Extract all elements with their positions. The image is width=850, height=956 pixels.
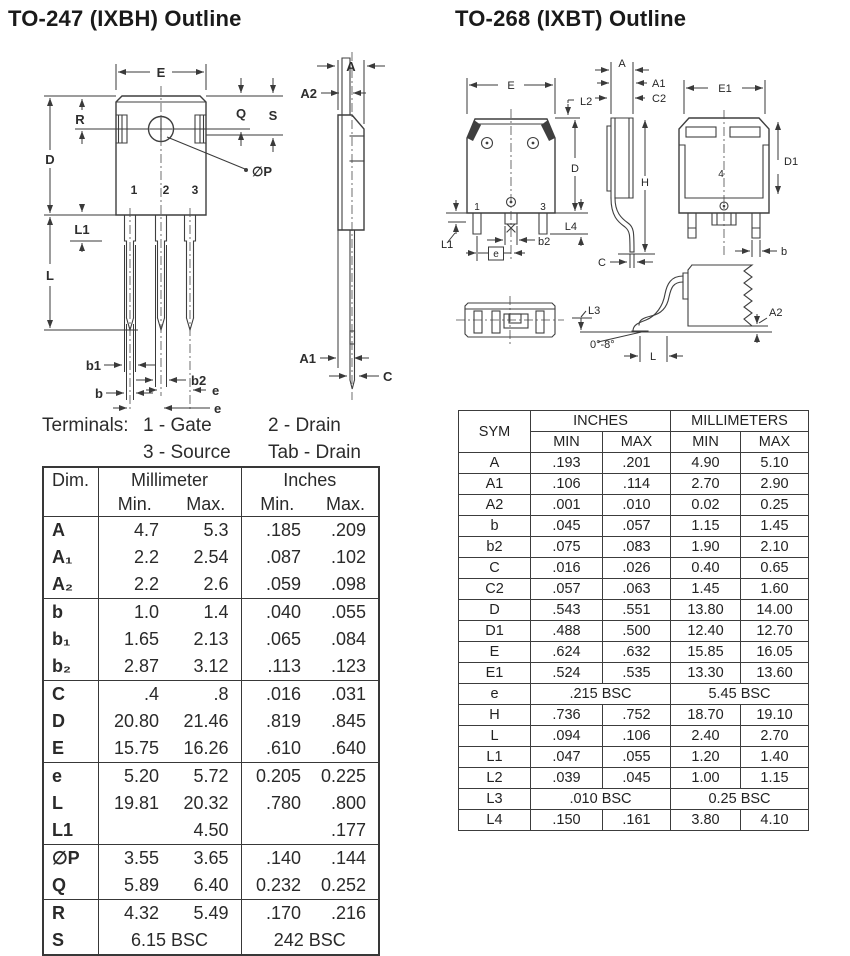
table-cell: 18.70 xyxy=(671,705,741,726)
table-cell: 5.3 xyxy=(203,520,229,540)
table-cell: L1 xyxy=(459,747,531,768)
col-header-in-max: MAX xyxy=(603,432,671,453)
table-cell: .016 xyxy=(241,681,313,709)
table-cell: R xyxy=(43,900,98,928)
dim-row xyxy=(43,517,379,545)
sym-row xyxy=(459,558,809,579)
sym-row xyxy=(459,537,809,558)
table-cell: E xyxy=(43,735,98,763)
to268-bottom-view xyxy=(456,296,564,344)
table-cell: A1 xyxy=(459,474,531,495)
table-cell: .045 xyxy=(531,516,603,537)
table-cell: .201 xyxy=(603,453,671,474)
dim-label-e1: e xyxy=(212,383,220,398)
table-cell: 1.0 xyxy=(133,602,159,622)
col-header-mm-max: Max. xyxy=(186,493,226,514)
sym-row xyxy=(459,474,809,495)
table-cell: A xyxy=(459,453,531,474)
table-cell: 3.65 xyxy=(193,848,229,868)
dim-label-C: C xyxy=(383,369,393,384)
table-cell: 0.232 xyxy=(241,872,313,900)
dim-row xyxy=(43,626,379,653)
dim-row xyxy=(43,900,379,928)
col-header-in-min: Min. xyxy=(241,492,313,517)
sym-row xyxy=(459,747,809,768)
table-cell: 5.72 xyxy=(193,766,229,786)
table-cell: .047 xyxy=(531,747,603,768)
table-cell: 1.65 xyxy=(123,629,159,649)
table-cell: 0.25 xyxy=(741,495,809,516)
dim-label-e2: e xyxy=(214,401,222,416)
dim-row xyxy=(43,571,379,599)
col-header-sym: SYM xyxy=(459,411,531,453)
table-cell: .087 xyxy=(241,544,313,571)
table-cell: L2 xyxy=(459,768,531,789)
dim-label-L: L xyxy=(46,268,54,283)
table-cell: .640 xyxy=(313,735,379,763)
sym-row xyxy=(459,495,809,516)
sym-row xyxy=(459,621,809,642)
table-cell: A2 xyxy=(459,495,531,516)
pin-1-label: 1 xyxy=(474,202,480,213)
table-cell: H xyxy=(459,705,531,726)
dim-label-C2: C2 xyxy=(652,93,667,105)
sym-row xyxy=(459,579,809,600)
table-cell: 1.4 xyxy=(203,602,229,622)
table-cell: .106 xyxy=(531,474,603,495)
table-cell: 13.30 xyxy=(671,663,741,684)
table-cell: .026 xyxy=(603,558,671,579)
table-cell: .170 xyxy=(241,900,313,928)
table-cell: L4 xyxy=(459,810,531,831)
table-cell: .040 xyxy=(241,599,313,627)
dim-label-A1: A1 xyxy=(652,78,666,90)
table-cell: .010 xyxy=(603,495,671,516)
dim-label-angle: 0°-8° xyxy=(590,339,615,351)
table-cell: 1.45 xyxy=(671,579,741,600)
table-cell: L3 xyxy=(459,789,531,810)
dim-label-L1: L1 xyxy=(441,239,454,251)
table-cell: L xyxy=(459,726,531,747)
table-cell: .065 xyxy=(241,626,313,653)
table-cell: 13.80 xyxy=(671,600,741,621)
table-cell: D1 xyxy=(459,621,531,642)
table-cell: .057 xyxy=(531,579,603,600)
dim-label-b: b xyxy=(781,246,788,258)
dim-row xyxy=(43,927,379,955)
table-cell: .094 xyxy=(531,726,603,747)
sym-row xyxy=(459,768,809,789)
table-cell: .4 xyxy=(143,684,159,704)
dim-row xyxy=(43,708,379,735)
table-cell: 1.60 xyxy=(741,579,809,600)
to268-back-view xyxy=(679,110,769,256)
table-cell: .524 xyxy=(531,663,603,684)
table-cell: ∅P xyxy=(43,845,98,873)
table-cell: 0.225 xyxy=(320,766,367,786)
table-cell: 5.45 BSC xyxy=(671,684,809,705)
dim-label-b2: b2 xyxy=(538,236,551,248)
table-cell: .059 xyxy=(241,571,313,599)
table-cell: .045 xyxy=(603,768,671,789)
table-cell: 0.205 xyxy=(241,763,313,791)
to268-outline-drawing xyxy=(440,48,850,400)
col-header-millimeters: MILLIMETERS xyxy=(671,411,809,432)
table-cell: .193 xyxy=(531,453,603,474)
table-cell: .736 xyxy=(531,705,603,726)
to247-title: TO-247 (IXBH) Outline xyxy=(8,6,242,31)
table-cell: 0.40 xyxy=(671,558,741,579)
table-cell: .144 xyxy=(330,848,367,868)
table-cell: 4.7 xyxy=(133,520,159,540)
col-header-mm-min: Min. xyxy=(117,493,152,514)
table-cell: 1.00 xyxy=(671,768,741,789)
col-header-mm-max: MAX xyxy=(741,432,809,453)
dim-label-S: S xyxy=(268,108,278,123)
table-cell: .610 xyxy=(241,735,313,763)
sym-row xyxy=(459,642,809,663)
dim-label-E1: E1 xyxy=(718,83,732,95)
table-cell: 4.32 xyxy=(123,903,159,923)
dim-label-H: H xyxy=(641,177,649,189)
table-cell: .031 xyxy=(330,684,367,704)
table-cell: A xyxy=(43,517,98,545)
table-cell: 21.46 xyxy=(183,711,229,731)
terminal-2: 2 - Drain xyxy=(268,415,341,436)
table-cell: e xyxy=(459,684,531,705)
pin-2-label: 2 xyxy=(162,183,170,197)
dim-row xyxy=(43,817,379,845)
dim-row xyxy=(43,872,379,900)
dim-row xyxy=(43,681,379,709)
dim-label-phiP: ∅P xyxy=(252,164,272,179)
sym-row xyxy=(459,705,809,726)
table-cell: .113 xyxy=(241,653,313,681)
table-cell: e xyxy=(43,763,98,791)
pin-3-label: 3 xyxy=(191,183,199,197)
table-cell: .063 xyxy=(603,579,671,600)
table-cell xyxy=(98,817,171,845)
table-cell: 2.13 xyxy=(193,629,229,649)
table-cell: D xyxy=(43,708,98,735)
to268-dimensions xyxy=(441,58,798,363)
to268-title: TO-268 (IXBT) Outline xyxy=(455,6,687,31)
table-cell: .083 xyxy=(603,537,671,558)
dim-row xyxy=(43,653,379,681)
dim-label-L: L xyxy=(649,351,657,363)
terminals-label: Terminals: xyxy=(42,415,129,436)
col-header-in-min: MIN xyxy=(531,432,603,453)
dim-row xyxy=(43,544,379,571)
dim-row xyxy=(43,763,379,791)
sym-row xyxy=(459,663,809,684)
table-cell: 12.40 xyxy=(671,621,741,642)
table-cell: 2.90 xyxy=(741,474,809,495)
table-cell: 242 BSC xyxy=(241,927,379,955)
col-header-inches: INCHES xyxy=(531,411,671,432)
col-header-mm-min: MIN xyxy=(671,432,741,453)
sym-row xyxy=(459,600,809,621)
to268-side-view xyxy=(607,118,634,252)
table-cell: .209 xyxy=(330,520,367,540)
col-header-dim: Dim. xyxy=(43,467,98,517)
dim-label-Q: Q xyxy=(235,106,247,121)
dim-label-E: E xyxy=(507,80,515,92)
table-cell: A₁ xyxy=(43,544,98,571)
table-cell: .845 xyxy=(330,711,367,731)
table-cell: 3.55 xyxy=(123,848,159,868)
sym-row xyxy=(459,453,809,474)
dim-label-b2: b2 xyxy=(191,373,207,388)
table-cell: L xyxy=(43,790,98,817)
table-cell: 1.15 xyxy=(741,768,809,789)
dim-label-e: e xyxy=(493,249,499,260)
table-cell: .780 xyxy=(241,790,313,817)
sym-row xyxy=(459,789,809,810)
table-cell: 2.2 xyxy=(98,571,171,599)
table-cell: Q xyxy=(43,872,98,900)
dim-label-D: D xyxy=(571,163,579,175)
to247-dim-table xyxy=(42,466,380,956)
table-cell: 19.10 xyxy=(741,705,809,726)
table-cell: 15.85 xyxy=(671,642,741,663)
table-cell: 12.70 xyxy=(741,621,809,642)
sym-row xyxy=(459,726,809,747)
table-cell: 5.20 xyxy=(123,766,159,786)
table-cell: 19.81 xyxy=(113,793,159,813)
table-cell: .177 xyxy=(313,817,379,845)
table-cell: .819 xyxy=(241,708,313,735)
pin-1-label: 1 xyxy=(130,183,138,197)
table-cell: .057 xyxy=(603,516,671,537)
table-cell: .150 xyxy=(531,810,603,831)
table-cell: .140 xyxy=(241,845,313,873)
dim-row xyxy=(43,845,379,873)
table-cell: .075 xyxy=(531,537,603,558)
to268-dim-table xyxy=(458,410,809,831)
table-cell: b xyxy=(43,599,98,627)
table-cell: .185 xyxy=(241,517,313,545)
table-cell: .055 xyxy=(330,602,367,622)
dim-label-L1: L1 xyxy=(74,222,90,237)
terminals-note xyxy=(42,414,402,465)
dim-label-L3: L3 xyxy=(588,305,601,317)
table-cell: C xyxy=(459,558,531,579)
col-header-millimeter: Millimeter xyxy=(131,469,209,490)
table-cell: .039 xyxy=(531,768,603,789)
table-cell: .001 xyxy=(531,495,603,516)
table-cell: D xyxy=(459,600,531,621)
table-cell: 4.50 xyxy=(171,817,241,845)
sym-row xyxy=(459,684,809,705)
dim-row xyxy=(43,790,379,817)
table-cell: .161 xyxy=(603,810,671,831)
pin-4-label: 4 xyxy=(718,169,724,180)
table-cell: .098 xyxy=(313,571,379,599)
table-cell: 1.45 xyxy=(741,516,809,537)
table-cell: 1.20 xyxy=(671,747,741,768)
table-cell: E1 xyxy=(459,663,531,684)
table-cell: .123 xyxy=(313,653,379,681)
table-cell: 14.00 xyxy=(741,600,809,621)
table-cell: 15.75 xyxy=(98,735,171,763)
table-cell: .216 xyxy=(330,903,367,923)
table-cell: 20.32 xyxy=(183,793,229,813)
table-cell: .632 xyxy=(603,642,671,663)
table-cell: 16.26 xyxy=(171,735,241,763)
table-cell: 5.49 xyxy=(193,903,229,923)
table-cell: .016 xyxy=(531,558,603,579)
table-cell: 6.15 BSC xyxy=(98,927,241,955)
dim-label-D: D xyxy=(45,152,55,167)
table-cell: 0.25 BSC xyxy=(671,789,809,810)
table-cell: E xyxy=(459,642,531,663)
table-cell: .106 xyxy=(603,726,671,747)
table-cell: .535 xyxy=(603,663,671,684)
dim-row xyxy=(43,735,379,763)
dim-label-A: A xyxy=(618,58,626,70)
col-header-inches: Inches xyxy=(241,467,379,492)
table-cell: b2 xyxy=(459,537,531,558)
table-cell: 2.2 xyxy=(133,547,159,567)
dim-row xyxy=(43,599,379,627)
to247-side-view xyxy=(338,52,364,400)
table-cell: 2.70 xyxy=(671,474,741,495)
dim-label-b1: b1 xyxy=(85,358,101,373)
dim-label-R: R xyxy=(75,112,85,127)
table-cell: .010 BSC xyxy=(531,789,671,810)
table-cell: 2.10 xyxy=(741,537,809,558)
table-cell: .102 xyxy=(330,547,367,567)
table-cell: 16.05 xyxy=(741,642,809,663)
table-cell: .084 xyxy=(330,629,367,649)
table-cell: 3.80 xyxy=(671,810,741,831)
table-cell: 0.252 xyxy=(313,872,379,900)
terminal-1: 1 - Gate xyxy=(143,415,212,436)
table-cell: 2.87 xyxy=(98,653,171,681)
pin-3-label: 3 xyxy=(540,202,546,213)
table-cell: 2.6 xyxy=(171,571,241,599)
table-cell: L1 xyxy=(43,817,98,845)
dim-label-A1: A1 xyxy=(299,351,316,366)
table-cell: A₂ xyxy=(43,571,98,599)
terminal-tab: Tab - Drain xyxy=(268,442,361,463)
table-cell: 3.12 xyxy=(171,653,241,681)
to247-front-view xyxy=(116,86,206,412)
table-cell: .800 xyxy=(330,793,367,813)
dim-label-A: A xyxy=(346,59,356,74)
dim-label-b: b xyxy=(95,386,103,401)
to268-lead-detail-view xyxy=(580,265,772,342)
table-cell: .8 xyxy=(213,684,229,704)
table-cell: 5.89 xyxy=(98,872,171,900)
table-cell: 2.70 xyxy=(741,726,809,747)
to247-outline-drawing xyxy=(0,40,430,418)
table-cell: 20.80 xyxy=(113,711,159,731)
table-cell: .215 BSC xyxy=(531,684,671,705)
table-cell: 13.60 xyxy=(741,663,809,684)
table-cell: .752 xyxy=(603,705,671,726)
to247-dimensions xyxy=(44,59,393,416)
table-cell: .488 xyxy=(531,621,603,642)
table-cell: b₁ xyxy=(43,626,98,653)
col-header-in-max: Max. xyxy=(326,493,366,514)
table-cell: .114 xyxy=(603,474,671,495)
table-cell: 5.10 xyxy=(741,453,809,474)
table-cell: .624 xyxy=(531,642,603,663)
sym-row xyxy=(459,516,809,537)
table-cell: 1.40 xyxy=(741,747,809,768)
table-cell: .500 xyxy=(603,621,671,642)
dim-label-A2: A2 xyxy=(300,86,317,101)
dim-label-C: C xyxy=(598,257,606,269)
terminal-3: 3 - Source xyxy=(143,442,231,463)
table-cell: C xyxy=(43,681,98,709)
table-cell: S xyxy=(43,927,98,955)
table-cell: C2 xyxy=(459,579,531,600)
table-cell: 4.90 xyxy=(671,453,741,474)
table-cell: b xyxy=(459,516,531,537)
table-cell xyxy=(241,817,313,845)
dim-label-A2: A2 xyxy=(769,307,783,319)
table-cell: .551 xyxy=(603,600,671,621)
dim-label-L2: L2 xyxy=(580,96,593,108)
table-cell: b₂ xyxy=(43,653,98,681)
table-cell: 2.40 xyxy=(671,726,741,747)
sym-row xyxy=(459,810,809,831)
table-cell: 0.02 xyxy=(671,495,741,516)
table-cell: 1.15 xyxy=(671,516,741,537)
table-cell: .055 xyxy=(603,747,671,768)
table-cell: 4.10 xyxy=(741,810,809,831)
table-cell: 2.54 xyxy=(193,547,229,567)
dim-label-D1: D1 xyxy=(784,156,799,168)
dim-label-L4: L4 xyxy=(564,221,577,233)
table-cell: 0.65 xyxy=(741,558,809,579)
table-cell: 6.40 xyxy=(171,872,241,900)
dim-label-E: E xyxy=(156,65,166,80)
table-cell: 1.90 xyxy=(671,537,741,558)
table-cell: .543 xyxy=(531,600,603,621)
